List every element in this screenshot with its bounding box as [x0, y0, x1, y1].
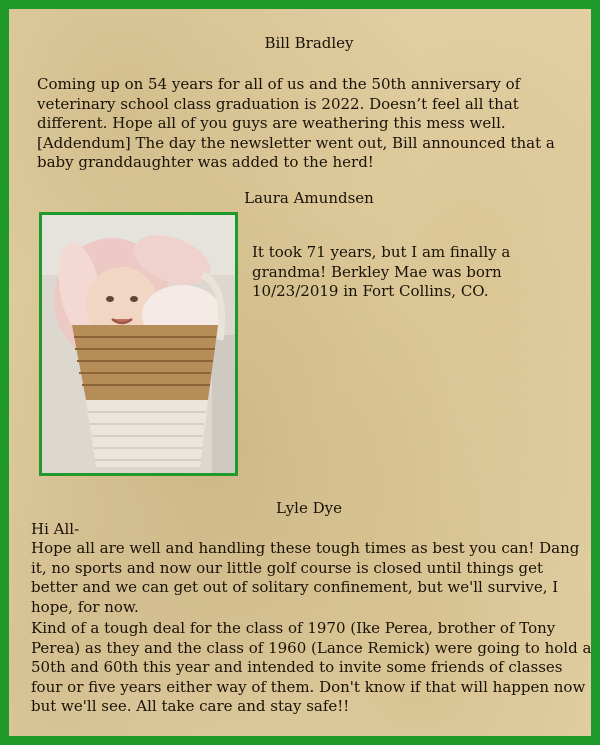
- laura-amundsen-text: It took 71 years, but I am finally a grandma! Berkley Mae was born 10/23/2019 in Fort Collins, CO.: [252, 243, 511, 300]
- baby-in-basket-photo: [39, 212, 238, 476]
- bill-bradley-heading: Bill Bradley: [264, 34, 354, 52]
- lyle-dye-paragraph-1: Hope all are well and handling these tough times as best you can! Dang it, no sports and now our little golf course is closed until things get better and we can get out of solitary confinement, but we'll survive, I hope, for now.: [31, 539, 580, 616]
- bill-bradley-text: Coming up on 54 years for all of us and the 50th anniversary of veterinary school class graduation is 2022. Doesn’t feel all that different. Hope all of you guys are weathering this mess well. [Addendum] The day the newsletter went out, Bill announced that a baby granddaughter was added to the herd!: [37, 75, 555, 171]
- lyle-dye-greeting: Hi All-: [31, 520, 80, 538]
- lyle-dye-heading: Lyle Dye: [276, 499, 342, 517]
- lyle-dye-paragraph-2: Kind of a tough deal for the class of 1970 (Ike Perea, brother of Tony Perea) as they and the class of 1960 (Lance Remick) were going to hold a 50th and 60th this year and intended to invite some friends of classes four or five years either way of them. Don't know if that will happen now but we'll see. All take care and stay safe!!: [31, 619, 592, 715]
- laura-amundsen-heading: Laura Amundsen: [244, 189, 374, 207]
- baby-photo-illustration: [42, 215, 235, 473]
